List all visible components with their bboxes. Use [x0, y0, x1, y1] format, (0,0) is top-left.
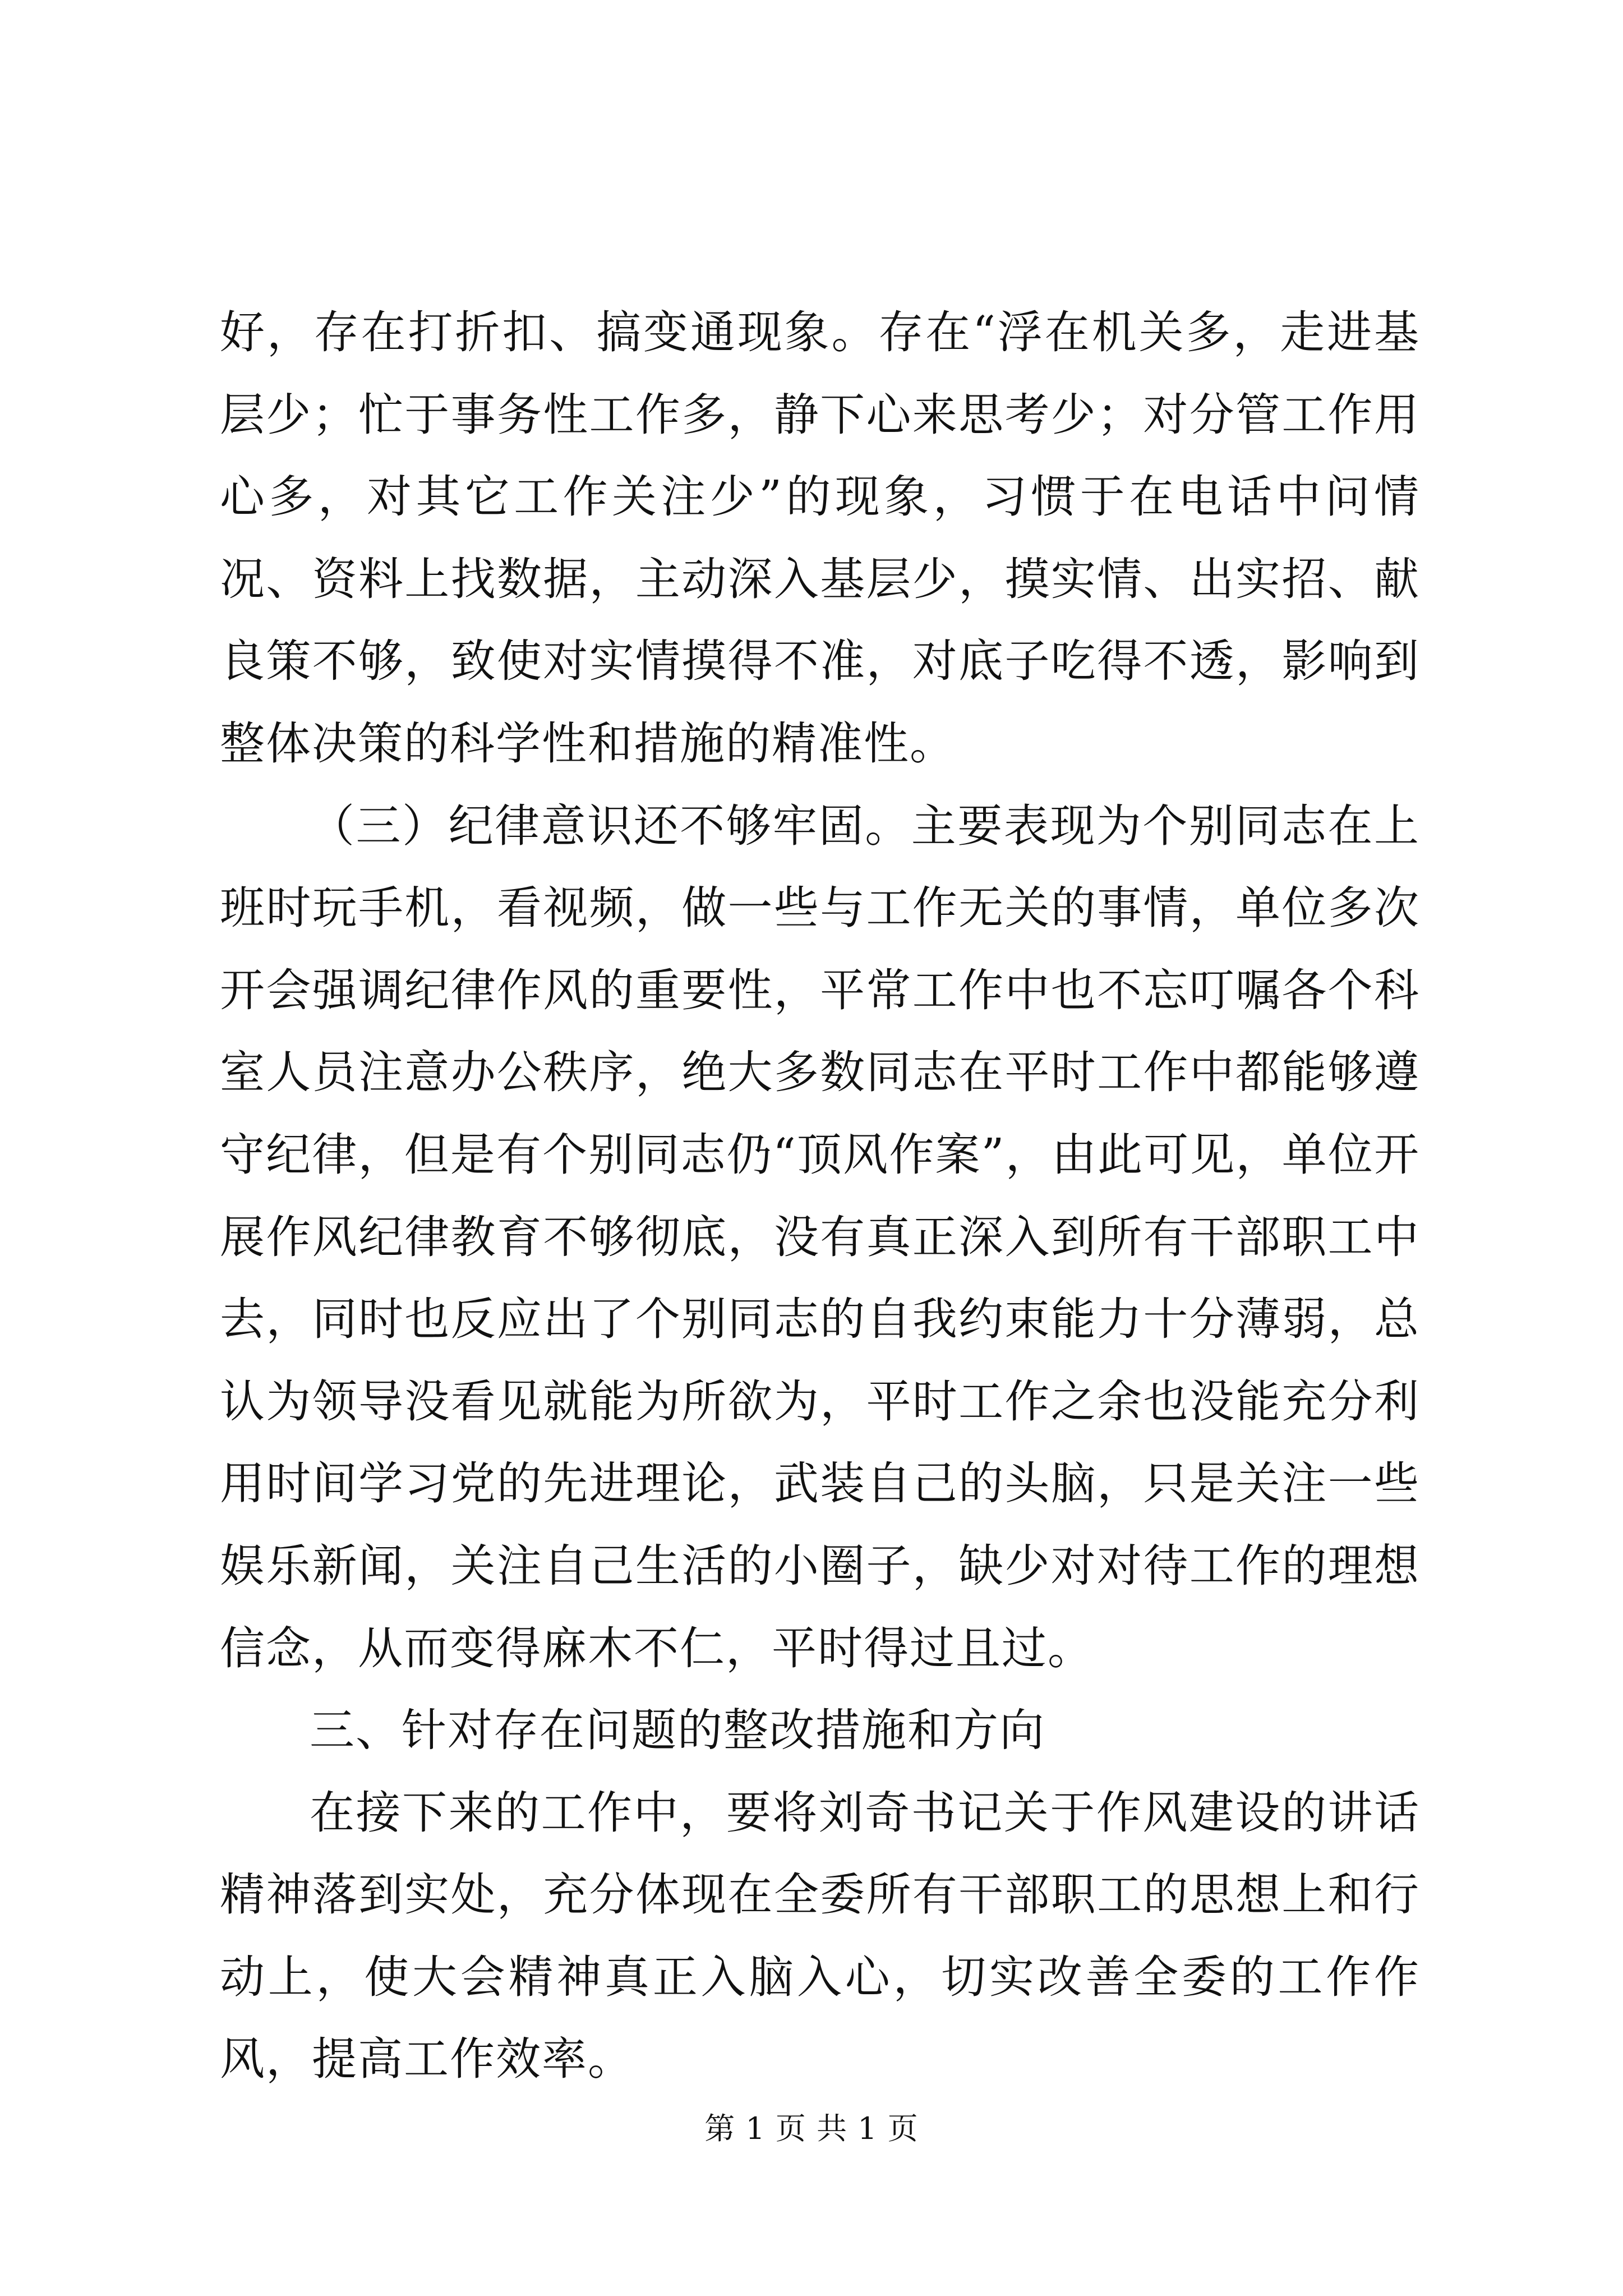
section-heading-rectification: 三、针对存在问题的整改措施和方向	[310, 1704, 1045, 1757]
paragraph-next-steps: 在接下来的工作中，要将刘奇书记关于作风建设的讲话精神落到实处，充分体现在全委所有干部职工的思想上和行动上，使大会精神真正入脑入心，切实改善全委的工作作风，提高工作效率。	[220, 1786, 1420, 2086]
document-body	[220, 292, 1420, 2101]
paragraph-continued: 好，存在打折扣、搞变通现象。存在“浮在机关多，走进基层少；忙于事务性工作多，静下心来思考少；对分管工作用心多，对其它工作关注少”的现象，习惯于在电话中问情况、资料上找数据，主动深入基层少，摸实情、出实招、献良策不够，致使对实情摸得不准，对底子吃得不透，影响到整体决策的科学性和措施的精准性。	[220, 306, 1420, 770]
paragraph-discipline-awareness: （三）纪律意识还不够牢固。主要表现为个别同志在上班时玩手机，看视频，做一些与工作无关的事情，单位多次开会强调纪律作风的重要性，平常工作中也不忘叮嘱各个科室人员注意办公秩序，绝大多数同志在平时工作中都能够遵守纪律，但是有个别同志仍“顶风作案”，由此可见，单位开展作风纪律教育不够彻底，没有真正深入到所有干部职工中去，同时也反应出了个别同志的自我约束能力十分薄弱，总认为领导没看见就能为所欲为，平时工作之余也没能充分利用时间学习党的先进理论，武装自己的头脑，只是关注一些娱乐新闻，关注自己生活的小圈子，缺少对对待工作的理想信念，从而变得麻木不仁，平时得过且过。	[220, 799, 1420, 1674]
page-footer: 第 1 页 共 1 页	[704, 2111, 919, 2146]
